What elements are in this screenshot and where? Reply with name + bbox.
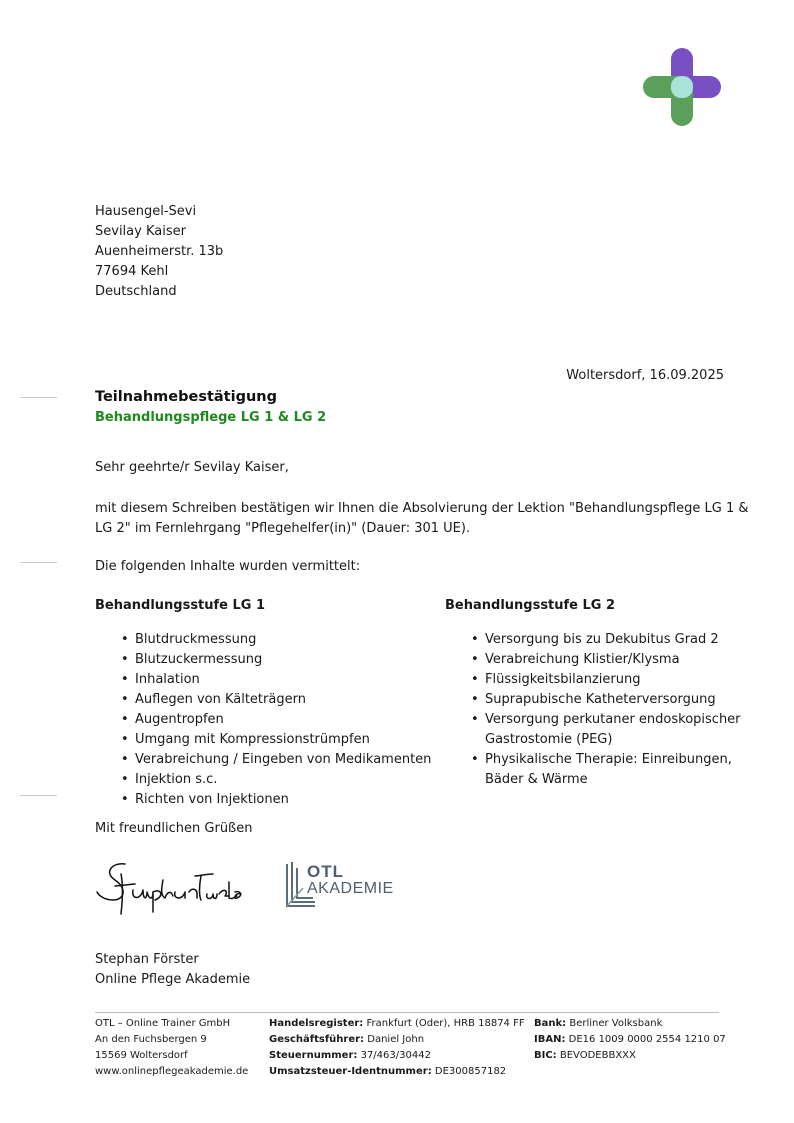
column2-list	[445, 630, 745, 790]
cross-logo-icon	[643, 48, 721, 126]
footer-value: DE16 1009 0000 2554 1210 07	[568, 1034, 726, 1045]
signer-organisation: Online Pflege Akademie	[95, 972, 251, 987]
footer-company-name: OTL – Online Trainer GmbH	[95, 1018, 231, 1029]
letter-date: Woltersdorf, 16.09.2025	[566, 368, 724, 383]
footer-label: Geschäftsführer:	[269, 1034, 365, 1045]
list-item: • Umgang mit Kompressionstrümpfen	[95, 730, 435, 750]
intro-text: Die folgenden Inhalte wurden vermittelt:	[95, 559, 361, 574]
list-item: • Suprapubische Katheterversorgung	[445, 690, 745, 710]
body-line-1: mit diesem Schreiben bestätigen wir Ihnen die Absolvierung der Lektion "Behandlungspflege LG 1 &	[95, 501, 749, 516]
footer-website-link[interactable]: www.onlinepflegeakademie.de	[95, 1066, 249, 1077]
footer-label: IBAN:	[534, 1034, 566, 1045]
footer-company	[95, 1016, 248, 1080]
list-item: • Verabreichung / Eingeben von Medikamenten	[95, 750, 435, 770]
footer-label: Handelsregister:	[269, 1018, 364, 1029]
list-item: • Flüssigkeitsbilanzierung	[445, 670, 745, 690]
footer-value: BEVODEBBXXX	[559, 1050, 636, 1061]
list-item: • Richten von Injektionen	[95, 790, 435, 810]
footer-value: DE300857182	[434, 1066, 507, 1077]
footer-label: Steuernummer:	[269, 1050, 358, 1061]
footer-divider	[95, 1012, 719, 1013]
recipient-city: 77694 Kehl	[95, 264, 169, 279]
list-item: • Versorgung perkutaner endoskopischer Gastrostomie (PEG)	[445, 710, 745, 750]
body-paragraph	[95, 499, 749, 539]
list-item: • Verabreichung Klistier/Klysma	[445, 650, 745, 670]
signature-image	[95, 856, 245, 926]
list-item: • Blutzuckermessung	[95, 650, 435, 670]
signer-name: Stephan Förster	[95, 952, 199, 967]
list-item: • Auflegen von Kälteträgern	[95, 690, 435, 710]
list-item: • Versorgung bis zu Dekubitus Grad 2	[445, 630, 745, 650]
list-item: • Physikalische Therapie: Einreibungen, Bäder & Wärme	[445, 750, 745, 790]
column1-heading: Behandlungsstufe LG 1	[95, 598, 266, 613]
fold-mark-bottom	[20, 795, 57, 796]
fold-mark-middle	[20, 562, 57, 563]
footer-value: Daniel John	[367, 1034, 425, 1045]
recipient-street: Auenheimerstr. 13b	[95, 244, 224, 259]
list-item: • Augentropfen	[95, 710, 435, 730]
salutation: Sehr geehrte/r Sevilay Kaiser,	[95, 460, 289, 475]
fold-mark-top	[20, 397, 57, 398]
document-title: Teilnahmebestätigung	[95, 389, 277, 405]
list-item: • Inhalation	[95, 670, 435, 690]
footer-label: BIC:	[534, 1050, 557, 1061]
footer-value: 37/463/30442	[360, 1050, 431, 1061]
recipient-address	[95, 202, 223, 302]
otl-logo-text: OTL	[307, 862, 344, 881]
footer-value: Berliner Volksbank	[569, 1018, 663, 1029]
list-item: • Injektion s.c.	[95, 770, 435, 790]
list-item: • Blutdruckmessung	[95, 630, 435, 650]
footer-bank	[534, 1016, 726, 1064]
footer-company-street: An den Fuchsbergen 9	[95, 1034, 207, 1045]
footer-value: Frankfurt (Oder), HRB 18874 FF	[366, 1018, 525, 1029]
otl-akademie-logo	[283, 858, 403, 913]
otl-logo-subtext: AKADEMIE	[307, 880, 394, 897]
footer-company-city: 15569 Woltersdorf	[95, 1050, 188, 1061]
signer-block	[95, 950, 250, 990]
document-subtitle: Behandlungspflege LG 1 & LG 2	[95, 410, 327, 425]
column2-heading: Behandlungsstufe LG 2	[445, 598, 616, 613]
closing: Mit freundlichen Grüßen	[95, 821, 253, 836]
body-line-2: LG 2" im Fernlehrgang "Pflegehelfer(in)" (Dauer: 301 UE).	[95, 521, 471, 536]
footer-label: Umsatzsteuer-Identnummer:	[269, 1066, 432, 1077]
recipient-country: Deutschland	[95, 284, 177, 299]
recipient-company: Hausengel-Sevi	[95, 204, 197, 219]
recipient-name: Sevilay Kaiser	[95, 224, 186, 239]
footer-label: Bank:	[534, 1018, 567, 1029]
column1-list	[95, 630, 435, 810]
footer-registry	[269, 1016, 525, 1080]
